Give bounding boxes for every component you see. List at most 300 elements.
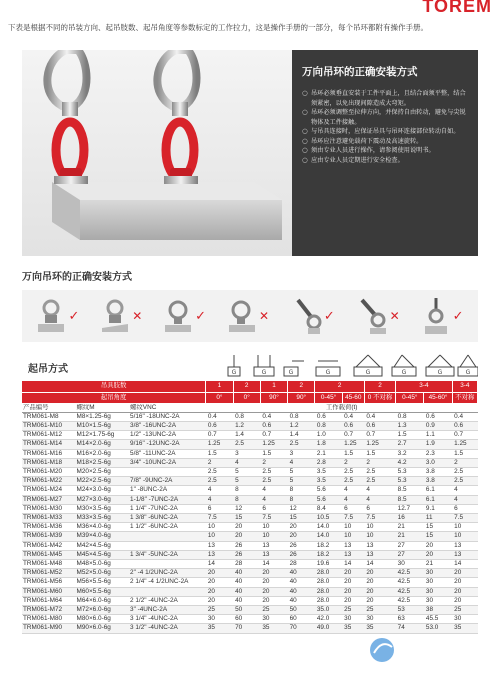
load-value-cell: 20 (452, 587, 477, 596)
load-value-cell: 1.3 (396, 421, 424, 430)
load-value-cell: 0.6 (206, 421, 233, 430)
load-value-cell: 0.8 (233, 412, 260, 421)
load-value-cell: 5 (288, 467, 315, 476)
load-value-cell: 2.5 (452, 477, 477, 486)
load-value-cell: 2.5 (206, 477, 233, 486)
thread-m-cell: M48×5.0-6g (76, 559, 130, 568)
load-value-cell: 20 (260, 596, 287, 605)
load-value-cell: 20 (364, 587, 395, 596)
load-value-cell: 1.0 (315, 431, 342, 440)
load-value-cell: 20 (206, 587, 233, 596)
load-value-cell: 28.0 (315, 569, 342, 578)
load-value-cell: 1.5 (260, 449, 287, 458)
thread-m-cell: M24×3.0-6g (76, 486, 130, 495)
intro-text: 下表是根据不同的吊装方向、起吊肢数、起吊角度等参数标定的工作拉力，这是操作手册的一部分，每个吊环都附有操作手册。 (8, 23, 428, 32)
load-value-cell: 4 (342, 486, 364, 495)
load-value-cell: 15 (233, 513, 260, 522)
load-value-cell: 2.5 (342, 467, 364, 476)
product-code-cell: TRM061-M45 (22, 550, 76, 559)
product-code-cell: TRM061-M36 (22, 523, 76, 532)
thread-vnc-cell: 5/8" -11UNC-2A (129, 449, 206, 458)
load-value-cell: 4 (260, 486, 287, 495)
eyebolt-chain-icon (356, 296, 388, 336)
load-value-cell: 42.5 (396, 596, 424, 605)
load-value-cell: 30 (424, 569, 452, 578)
load-value-cell: 28.0 (315, 596, 342, 605)
load-value-cell: 4 (452, 495, 477, 504)
load-value-cell: 30 (424, 578, 452, 587)
table-row (22, 486, 478, 495)
table-row (22, 421, 478, 430)
load-value-cell: 20 (206, 569, 233, 578)
load-value-cell: 26 (233, 550, 260, 559)
product-code-cell: TRM061-M33 (22, 513, 76, 522)
load-value-cell: 2.5 (342, 477, 364, 486)
load-value-cell: 50 (233, 605, 260, 614)
brand-logo: TOREM (422, 0, 492, 16)
load-value-cell: 7.5 (206, 513, 233, 522)
load-value-cell: 1.4 (233, 431, 260, 440)
load-value-cell: 2 (364, 458, 395, 467)
load-value-cell: 0.4 (452, 412, 477, 421)
load-value-cell: 0.6 (364, 421, 395, 430)
install-example-correct (290, 296, 335, 336)
svg-text:G: G (437, 369, 443, 376)
load-value-cell: 4 (206, 486, 233, 495)
load-value-cell: 21 (396, 523, 424, 532)
thread-vnc-cell: 1-1/8" -7UNC-2A (129, 495, 206, 504)
load-value-cell: 74 (396, 624, 424, 633)
thread-vnc-cell: 7/8" -9UNC-2A (129, 477, 206, 486)
table-row (22, 559, 478, 568)
load-value-cell: 14 (364, 559, 395, 568)
thread-m-cell: M80×6.0-6g (76, 615, 130, 624)
instruction-list (302, 89, 470, 165)
load-value-cell: 20 (342, 578, 364, 587)
thread-m-cell: M64×6.0-6g (76, 596, 130, 605)
lifting-section-title: 起吊方式 (28, 364, 68, 375)
load-value-cell: 4 (288, 458, 315, 467)
load-value-cell: 5 (233, 467, 260, 476)
load-value-cell: 20 (288, 532, 315, 541)
table-row (22, 523, 478, 532)
table-body (22, 412, 478, 633)
load-value-cell: 49.0 (315, 624, 342, 633)
load-value-cell: 2 (452, 458, 477, 467)
cross-icon: ✕ (389, 309, 400, 323)
thread-m-cell: M52×5.0-6g (76, 569, 130, 578)
load-value-cell: 2.5 (288, 440, 315, 449)
product-code-cell: TRM061-M16 (22, 449, 76, 458)
load-value-cell: 20 (452, 578, 477, 587)
load-value-cell: 0.4 (260, 412, 287, 421)
load-value-cell: 1.5 (364, 449, 395, 458)
load-value-cell: 0.7 (364, 431, 395, 440)
table-row (22, 513, 478, 522)
load-value-cell: 2.7 (396, 440, 424, 449)
load-value-cell: 35 (342, 624, 364, 633)
circle-bullet-icon: ○ (302, 155, 308, 164)
angle-header-row: 起吊角度 0° 0° 90° 90° 0-45° 45-60 0 不对称 0-45° 45-60° 不对称 (22, 392, 478, 403)
thread-vnc-cell (129, 587, 206, 596)
thread-m-cell: M8×1.25-6g (76, 412, 130, 421)
load-value-cell: 8.4 (315, 504, 342, 513)
load-value-cell: 0.8 (396, 412, 424, 421)
table-row (22, 569, 478, 578)
load-value-cell: 10 (342, 532, 364, 541)
working-load-table (22, 381, 478, 634)
product-code-cell: TRM061-M8 (22, 412, 76, 421)
table-row (22, 605, 478, 614)
load-value-cell: 12 (233, 504, 260, 513)
thread-m-cell: M36×4.0-6g (76, 523, 130, 532)
load-value-cell: 25 (452, 605, 477, 614)
load-value-cell: 30 (424, 596, 452, 605)
product-code-cell: TRM061-M10 (22, 421, 76, 430)
load-value-cell: 20 (342, 596, 364, 605)
eyebolt-vertical-icon (36, 298, 66, 334)
load-value-cell: 20 (452, 569, 477, 578)
table-row (22, 477, 478, 486)
product-code-cell: TRM061-M14 (22, 440, 76, 449)
load-value-cell: 28.0 (315, 578, 342, 587)
load-value-cell: 26 (288, 550, 315, 559)
load-value-cell: 10 (206, 523, 233, 532)
load-value-cell: 0.6 (342, 421, 364, 430)
eyebolt-tilted-icon (227, 298, 257, 334)
load-value-cell: 20 (342, 569, 364, 578)
table-row (22, 541, 478, 550)
load-value-cell: 25 (364, 605, 395, 614)
load-value-cell: 25 (260, 605, 287, 614)
load-value-cell: 3.8 (424, 467, 452, 476)
thread-vnc-cell (129, 467, 206, 476)
table-row (22, 449, 478, 458)
load-value-cell: 70 (233, 624, 260, 633)
table-row (22, 440, 478, 449)
load-value-cell: 5.6 (315, 486, 342, 495)
load-value-cell: 4 (364, 486, 395, 495)
legs-header-row: 吊具肢数 1 2 1 2 2 2 3-4 3-4 (22, 381, 478, 392)
load-value-cell: 40 (233, 596, 260, 605)
svg-text:G: G (231, 369, 237, 376)
load-value-cell: 28 (288, 559, 315, 568)
load-value-cell: 40 (288, 578, 315, 587)
load-value-cell: 19.6 (315, 559, 342, 568)
table-row (22, 495, 478, 504)
circle-bullet-icon: ○ (302, 136, 308, 145)
circle-bullet-icon: ○ (302, 89, 308, 97)
svg-text:G: G (288, 369, 294, 376)
load-value-cell: 10 (452, 523, 477, 532)
table-row (22, 431, 478, 440)
load-value-cell: 63 (396, 615, 424, 624)
load-value-cell: 2.1 (315, 449, 342, 458)
load-value-cell: 7.5 (260, 513, 287, 522)
load-value-cell: 14 (206, 559, 233, 568)
load-value-cell: 13 (260, 541, 287, 550)
install-instructions-panel (292, 50, 478, 256)
load-value-cell: 35 (452, 624, 477, 633)
load-value-cell: 2.5 (364, 467, 395, 476)
load-value-cell: 70 (288, 624, 315, 633)
product-code-cell: TRM061-M56 (22, 578, 76, 587)
load-value-cell: 8 (288, 486, 315, 495)
load-value-cell: 2 (342, 458, 364, 467)
load-value-cell: 6.1 (424, 495, 452, 504)
load-value-cell: 15 (424, 532, 452, 541)
product-code-cell: TRM061-M42 (22, 541, 76, 550)
install-example-wrong (356, 296, 400, 336)
thread-m-cell: M20×2.5-6g (76, 467, 130, 476)
load-value-cell: 1.8 (315, 440, 342, 449)
thread-vnc-cell (129, 541, 206, 550)
instruction-item: ○ 应由专业人员定期进行安全检查。 (302, 155, 404, 164)
load-value-cell: 40 (288, 587, 315, 596)
thread-vnc-cell: 1 1/2" -6UNC-2A (129, 523, 206, 532)
svg-text:G: G (465, 369, 471, 376)
circle-bullet-icon: ○ (302, 146, 308, 154)
load-value-cell: 5.3 (396, 467, 424, 476)
thread-vnc-cell (129, 532, 206, 541)
load-value-cell: 13 (364, 550, 395, 559)
load-value-cell: 1.25 (452, 440, 477, 449)
thread-m-cell: M42×4.5-6g (76, 541, 130, 550)
load-value-cell: 42.0 (315, 615, 342, 624)
load-value-cell: 45.5 (424, 615, 452, 624)
load-value-cell: 30 (364, 615, 395, 624)
instruction-item: ○ 吊环必须调整至拉伸方向，并保持自由转动，避免与尖锐物体及工件接触。 (302, 108, 466, 126)
load-value-cell: 8 (233, 495, 260, 504)
load-value-cell: 53 (396, 605, 424, 614)
load-value-cell: 13 (452, 541, 477, 550)
thread-vnc-cell: 1 1/4" -7UNC-2A (129, 504, 206, 513)
load-value-cell: 10 (206, 532, 233, 541)
thread-vnc-cell (129, 559, 206, 568)
load-value-cell: 4 (342, 495, 364, 504)
load-value-cell: 10 (364, 532, 395, 541)
load-value-cell: 11 (424, 513, 452, 522)
thread-m-cell: M18×2.5-6g (76, 458, 130, 467)
load-value-cell: 21 (396, 532, 424, 541)
load-value-cell: 14 (342, 559, 364, 568)
load-value-cell: 2.5 (452, 467, 477, 476)
load-value-cell: 53.0 (424, 624, 452, 633)
load-value-cell: 6 (364, 504, 395, 513)
thread-m-cell: M14×2.0-6g (76, 440, 130, 449)
load-value-cell: 5.6 (315, 495, 342, 504)
load-value-cell: 6.1 (424, 486, 452, 495)
load-value-cell: 20 (452, 596, 477, 605)
product-code-cell: TRM061-M48 (22, 559, 76, 568)
load-value-cell: 8.5 (396, 495, 424, 504)
load-value-cell: 0.4 (206, 412, 233, 421)
load-value-cell: 30 (424, 587, 452, 596)
load-value-cell: 0.8 (315, 421, 342, 430)
load-value-cell: 28 (233, 559, 260, 568)
load-value-cell: 3.2 (396, 449, 424, 458)
load-value-cell: 14.0 (315, 523, 342, 532)
load-value-cell: 10 (260, 532, 287, 541)
thread-m-cell: M22×2.5-6g (76, 477, 130, 486)
load-value-cell: 0.4 (364, 412, 395, 421)
load-value-cell: 25 (342, 605, 364, 614)
load-value-cell: 2.5 (364, 477, 395, 486)
load-value-cell: 10.5 (315, 513, 342, 522)
load-value-cell: 13 (342, 550, 364, 559)
circle-bullet-icon: ○ (302, 127, 308, 135)
table-row (22, 532, 478, 541)
install-section-title: 万向吊环的正确安装方式 (22, 272, 132, 283)
column-header-row (22, 403, 478, 412)
thread-m-cell: M30×3.5-6g (76, 504, 130, 513)
load-value-cell: 3.5 (315, 477, 342, 486)
thread-m-cell: M10×1.5-6g (76, 421, 130, 430)
thread-m-cell: M39×4.0-6g (76, 532, 130, 541)
load-value-cell: 2.5 (233, 440, 260, 449)
load-value-cell: 5 (233, 477, 260, 486)
svg-text:G: G (365, 369, 371, 376)
product-code-cell: TRM061-M80 (22, 615, 76, 624)
product-code-cell: TRM061-M64 (22, 596, 76, 605)
product-code-cell: TRM061-M20 (22, 467, 76, 476)
load-value-cell: 10 (452, 532, 477, 541)
load-value-cell: 2.5 (260, 477, 287, 486)
check-icon: ✓ (323, 308, 335, 324)
lift-single-vertical-icon (228, 355, 240, 376)
cross-icon: ✕ (132, 309, 143, 323)
load-value-cell: 1.25 (260, 440, 287, 449)
load-value-cell: 13 (260, 550, 287, 559)
load-value-cell: 40 (233, 587, 260, 596)
load-value-cell: 4 (260, 495, 287, 504)
table-row (22, 412, 478, 421)
load-value-cell: 8 (288, 495, 315, 504)
load-value-cell: 7.5 (364, 513, 395, 522)
load-value-cell: 20 (233, 532, 260, 541)
load-value-cell: 60 (288, 615, 315, 624)
product-code-cell: TRM061-M12 (22, 431, 76, 440)
table-row (22, 504, 478, 513)
load-value-cell: 38 (424, 605, 452, 614)
eyebolt-gap-icon (100, 298, 130, 334)
load-value-cell: 4 (233, 458, 260, 467)
thread-vnc-cell: 2 1/2" -4UNC-2A (129, 596, 206, 605)
product-code-cell: TRM061-M27 (22, 495, 76, 504)
install-example-correct (163, 298, 206, 334)
load-value-cell: 30 (396, 559, 424, 568)
load-value-cell: 20 (364, 596, 395, 605)
load-value-cell: 40 (288, 596, 315, 605)
check-icon: ✓ (68, 308, 80, 324)
load-value-cell: 2.3 (424, 449, 452, 458)
load-value-cell: 7.5 (342, 513, 364, 522)
load-value-cell: 5 (288, 477, 315, 486)
lift-two-leg-angle-icon (354, 355, 382, 376)
thread-m-cell: M45×4.5-6g (76, 550, 130, 559)
load-value-cell: 3.5 (315, 467, 342, 476)
load-value-cell: 0.7 (452, 431, 477, 440)
lift-double-side-icon (316, 361, 340, 376)
load-value-cell: 14.0 (315, 532, 342, 541)
thread-m-cell: M16×2.0-6g (76, 449, 130, 458)
load-value-cell: 30 (452, 615, 477, 624)
load-value-cell: 4 (452, 486, 477, 495)
load-value-cell: 27 (396, 541, 424, 550)
thread-vnc-cell: 9/16" -12UNC-2A (129, 440, 206, 449)
load-value-cell: 1.25 (364, 440, 395, 449)
load-value-cell: 3 (233, 449, 260, 458)
load-value-cell: 1.5 (206, 449, 233, 458)
load-value-cell: 1.5 (396, 431, 424, 440)
load-value-cell: 42.5 (396, 569, 424, 578)
thread-vnc-cell: 3/4" -10UNC-2A (129, 458, 206, 467)
load-value-cell: 35 (260, 624, 287, 633)
thread-vnc-cell: 3 1/4" -4UNC-2A (129, 615, 206, 624)
load-value-cell: 2.5 (260, 467, 287, 476)
load-value-cell: 12.7 (396, 504, 424, 513)
load-value-cell: 35.0 (315, 605, 342, 614)
load-value-cell: 1.5 (342, 449, 364, 458)
load-value-cell: 0.6 (452, 421, 477, 430)
load-value-cell: 18.2 (315, 550, 342, 559)
load-value-cell: 35 (364, 624, 395, 633)
load-value-cell: 13 (364, 541, 395, 550)
load-value-cell: 16 (396, 513, 424, 522)
load-value-cell: 0.7 (260, 431, 287, 440)
col-code: 产品编号 (22, 403, 76, 412)
load-value-cell: 3 (288, 449, 315, 458)
col-thread-m: 螺纹M (76, 403, 130, 412)
instruction-item: ○ 吊环应注意避免载荷下震动及高速旋转。 (302, 136, 423, 145)
table-row (22, 550, 478, 559)
load-value-cell: 10 (260, 523, 287, 532)
thread-vnc-cell: 5/16" -18UNC-2A (129, 412, 206, 421)
product-code-cell: TRM061-M39 (22, 532, 76, 541)
svg-text:G: G (325, 369, 331, 376)
hero-section (22, 50, 478, 256)
load-value-cell: 5.3 (396, 477, 424, 486)
load-value-cell: 15 (424, 523, 452, 532)
lift-double-vertical-icon (254, 355, 274, 376)
load-value-cell: 1.25 (206, 440, 233, 449)
load-value-cell: 8 (233, 486, 260, 495)
panel-title: 万向吊环的正确安装方式 (302, 66, 418, 78)
load-value-cell: 1.2 (288, 421, 315, 430)
load-value-cell: 1.4 (288, 431, 315, 440)
lift-single-side-icon (284, 361, 304, 376)
product-code-cell: TRM061-M60 (22, 587, 76, 596)
load-value-cell: 2 (206, 458, 233, 467)
load-value-cell: 40 (233, 578, 260, 587)
load-value-cell: 35 (206, 624, 233, 633)
load-value-cell: 10 (342, 523, 364, 532)
load-value-cell: 0.8 (288, 412, 315, 421)
load-value-cell: 0.7 (342, 431, 364, 440)
load-value-cell: 7.5 (452, 513, 477, 522)
load-value-cell: 26 (233, 541, 260, 550)
load-value-cell: 8.5 (396, 486, 424, 495)
thread-m-cell: M56×5.5-6g (76, 578, 130, 587)
load-value-cell: 0.6 (315, 412, 342, 421)
load-value-cell: 42.5 (396, 578, 424, 587)
load-value-cell: 20 (342, 587, 364, 596)
load-value-cell: 1.1 (424, 431, 452, 440)
product-code-cell: TRM061-M90 (22, 624, 76, 633)
load-value-cell: 1.2 (233, 421, 260, 430)
thread-vnc-cell: 1/2" -13UNC-2A (129, 431, 206, 440)
thread-m-cell: M60×5.5-6g (76, 587, 130, 596)
